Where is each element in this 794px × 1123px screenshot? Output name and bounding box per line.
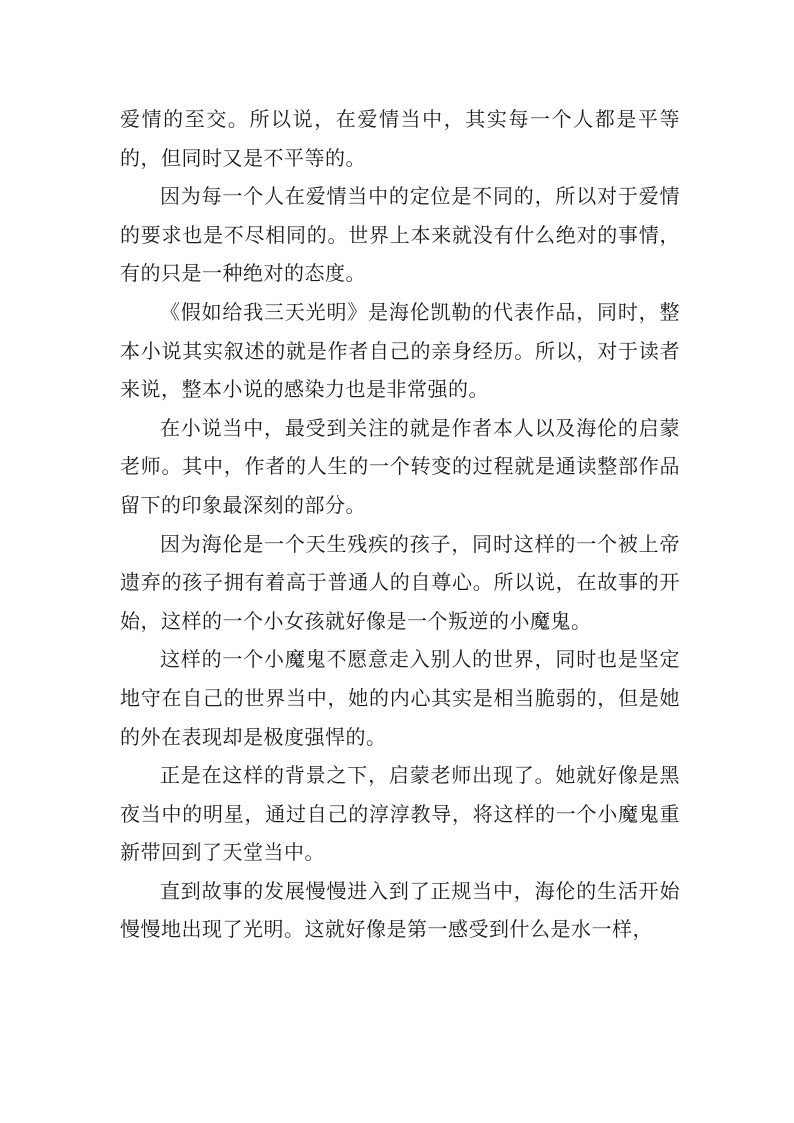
- paragraph-4: 在小说当中，最受到关注的就是作者本人以及海伦的启蒙老师。其中，作者的人生的一个转变的过程就是通读整部作品留下的印象最深刻的部分。: [120, 415, 680, 517]
- paragraph-5: 因为海伦是一个天生残疾的孩子，同时这样的一个被上帝遗弃的孩子拥有着高于普通人的自尊心。所以说，在故事的开始，这样的一个小女孩就好像是一个叛逆的小魔鬼。: [120, 531, 680, 633]
- paragraph-3: 《假如给我三天光明》是海伦凯勒的代表作品，同时，整本小说其实叙述的就是作者自己的亲身经历。所以，对于读者来说，整本小说的感染力也是非常强的。: [120, 299, 680, 402]
- paragraph-2: 因为每一个人在爱情当中的定位是不同的，所以对于爱情的要求也是不尽相同的。世界上本来就没有什么绝对的事情，有的只是一种绝对的态度。: [120, 184, 680, 286]
- paragraph-1: 爱情的至交。所以说，在爱情当中，其实每一个人都是平等的，但同时又是不平等的。: [120, 107, 680, 170]
- paragraph-8: 直到故事的发展慢慢进入到了正规当中，海伦的生活开始慢慢地出现了光明。这就好像是第一感受到什么是水一样，: [120, 878, 680, 942]
- document-body: [120, 100, 680, 949]
- paragraph-6: 这样的一个小魔鬼不愿意走入别人的世界，同时也是坚定地守在自己的世界当中，她的内心其实是相当脆弱的，但是她的外在表现却是极度强悍的。: [120, 647, 680, 749]
- paragraph-7: 正是在这样的背景之下，启蒙老师出现了。她就好像是黑夜当中的明星，通过自己的淳淳教导，将这样的一个小魔鬼重新带回到了天堂当中。: [120, 763, 680, 865]
